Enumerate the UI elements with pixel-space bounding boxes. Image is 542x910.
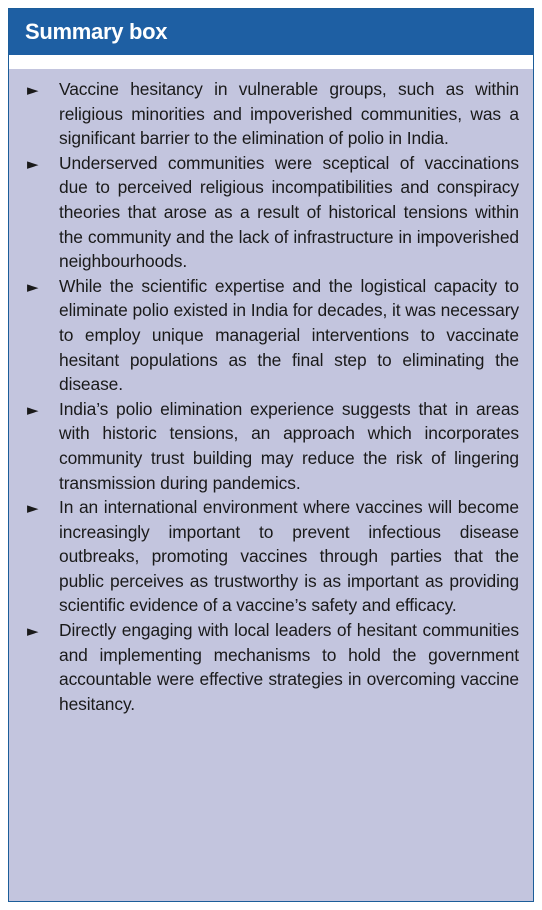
summary-box [8, 8, 534, 902]
summary-list-item [27, 618, 519, 716]
header-divider [9, 55, 533, 69]
summary-list [9, 69, 533, 716]
summary-list-item [27, 495, 519, 618]
bullet-arrow-icon: ► [27, 499, 39, 518]
summary-item-text: Underserved communities were sceptical of vaccinations due to perceived religious incompatibilities and conspiracy theories that arose as a result of historical tensions within the community and the lack of infrastructure in impoverished neighbourhoods. [59, 152, 519, 272]
summary-item-text: Directly engaging with local leaders of hesitant communities and implementing mechanisms to hold the government accountable were effective strategies in overcoming vaccine hesitancy. [59, 620, 519, 714]
summary-item-text: While the scientific expertise and the logistical capacity to eliminate polio existed in India for decades, it was necessary to employ unique managerial interventions to vaccinate hesitant populations as the final step to eliminating the disease. [59, 275, 519, 395]
summary-header [9, 9, 533, 55]
bullet-arrow-icon: ► [27, 277, 39, 296]
summary-list-item [27, 77, 519, 151]
summary-list-item [27, 274, 519, 397]
summary-item-text: India’s polio elimination experience suggests that in areas with historic tensions, an approach which incorporates community trust building may reduce the risk of lingering transmission during pandemics. [59, 398, 519, 493]
bullet-arrow-icon: ► [27, 81, 39, 99]
bullet-arrow-icon: ► [27, 400, 39, 419]
summary-title: Summary box [25, 19, 168, 44]
bullet-arrow-icon: ► [27, 622, 39, 641]
summary-list-item [27, 397, 519, 495]
bullet-arrow-icon: ► [27, 154, 39, 173]
summary-item-text: Vaccine hesitancy in vulnerable groups, such as within religious minorities and impoverished communities, was a significant barrier to the elimination of polio in India. [59, 79, 519, 149]
summary-list-item [27, 151, 519, 274]
summary-item-text: In an international environment where vaccines will become increasingly important to prevent infectious disease outbreaks, promoting vaccines through parties that the public perceives as trustworthy is as important as providing scientific evidence of a vaccine’s safety and efficacy. [59, 497, 519, 616]
